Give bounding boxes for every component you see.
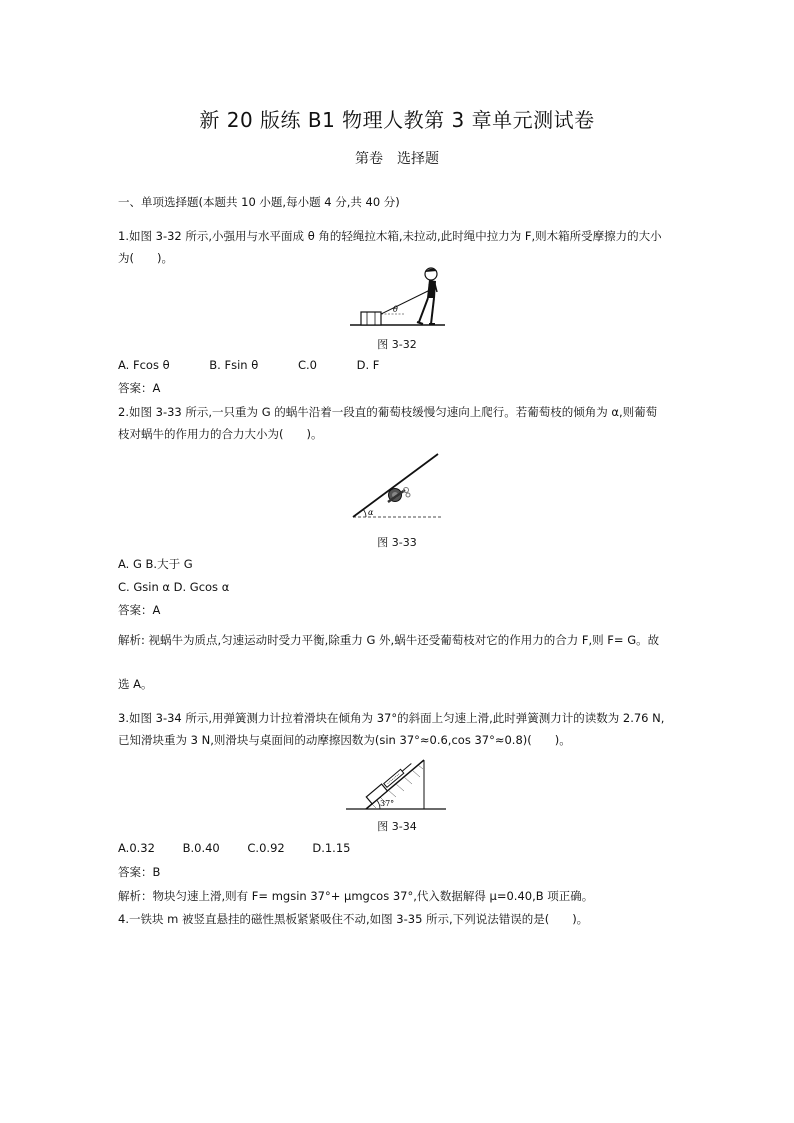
page-title: 新 20 版练 B1 物理人教第 3 章单元测试卷: [199, 108, 595, 132]
q1-option-b: B. Fsin θ: [209, 358, 259, 372]
q3-answer: 答案：B: [118, 865, 161, 879]
q1-option-d: D. F: [356, 358, 380, 372]
q1-option-a: A. Fcos θ: [118, 358, 170, 372]
q1-answer: 答案：A: [118, 381, 161, 395]
spring-scale-icon: [384, 762, 413, 788]
figure-3-34: [340, 752, 452, 812]
q2-text-line2: 枝对蜗牛的作用力的合力大小为( )。: [118, 427, 323, 441]
q3-analysis: 解析：物块匀速上滑,则有 F= mgsin 37°+ μmgcos 37°,代入数据解得 μ=0.40,B 项正确。: [118, 889, 594, 903]
figure-angle-label: 37°: [380, 799, 395, 808]
person-icon: [417, 268, 437, 324]
snail-icon: [388, 488, 410, 503]
q3-options: [118, 840, 374, 856]
q2-analysis-line2: 选 A。: [118, 677, 153, 691]
q3-text-line1: 3.如图 3-34 所示,用弹簧测力计拉着滑块在倾角为 37°的斜面上匀速上滑,此时弹簧测力计的读数为 2.76 N,: [118, 711, 665, 725]
q4-text-line1: 4.一铁块 m 被竖直悬挂的磁性黑板紧紧吸住不动,如图 3-35 所示,下列说法错误的是( )。: [118, 912, 589, 926]
q3-text-line2: 已知滑块重为 3 N,则滑块与桌面间的动摩擦因数为(sin 37°≈0.6,cos 37°≈0.8)( )。: [118, 733, 571, 747]
section-heading: 一、单项选择题(本题共 10 小题,每小题 4 分,共 40 分): [118, 195, 400, 209]
page-subtitle: 第卷 选择题: [355, 151, 439, 167]
q3-option-c: C.0.92: [247, 841, 285, 855]
q3-option-a: A.0.32: [118, 841, 155, 855]
q2-answer: 答案：A: [118, 603, 161, 617]
q1-text-line2: 为( )。: [118, 251, 173, 265]
grape-branch-line: [353, 454, 438, 517]
q2-options-line2: C. Gsin α D. Gcos α: [118, 580, 230, 594]
figure-3-34-caption: 图 3-34: [377, 820, 417, 833]
q1-option-c: C.0: [297, 358, 317, 372]
wooden-box: [361, 312, 381, 325]
figure-3-33: [350, 450, 445, 522]
figure-3-33-caption: 图 3-33: [377, 536, 417, 549]
figure-3-32: [345, 262, 455, 332]
figure-angle-label: α: [368, 508, 374, 517]
q1-text-line1: 1.如图 3-32 所示,小强用与水平面成 θ 角的轻绳拉木箱,未拉动,此时绳中拉力为 F,则木箱所受摩擦力的大小: [118, 229, 662, 243]
q1-options: [118, 357, 415, 373]
q2-options-line1: A. G B.大于 G: [118, 557, 193, 571]
figure-angle-label: θ: [393, 305, 398, 314]
figure-3-32-caption: 图 3-32: [377, 338, 417, 351]
q2-analysis-line1: 解析: 视蜗牛为质点,匀速运动时受力平衡,除重力 G 外,蜗牛还受葡萄枝对它的作用力的合力 F,则 F= G。故: [118, 633, 660, 647]
q3-option-d: D.1.15: [312, 841, 351, 855]
q2-text-line1: 2.如图 3-33 所示,一只重为 G 的蜗牛沿着一段直的葡萄枝缓慢匀速向上爬行。若葡萄枝的倾角为 α,则葡萄: [118, 405, 658, 419]
q3-option-b: B.0.40: [182, 841, 220, 855]
